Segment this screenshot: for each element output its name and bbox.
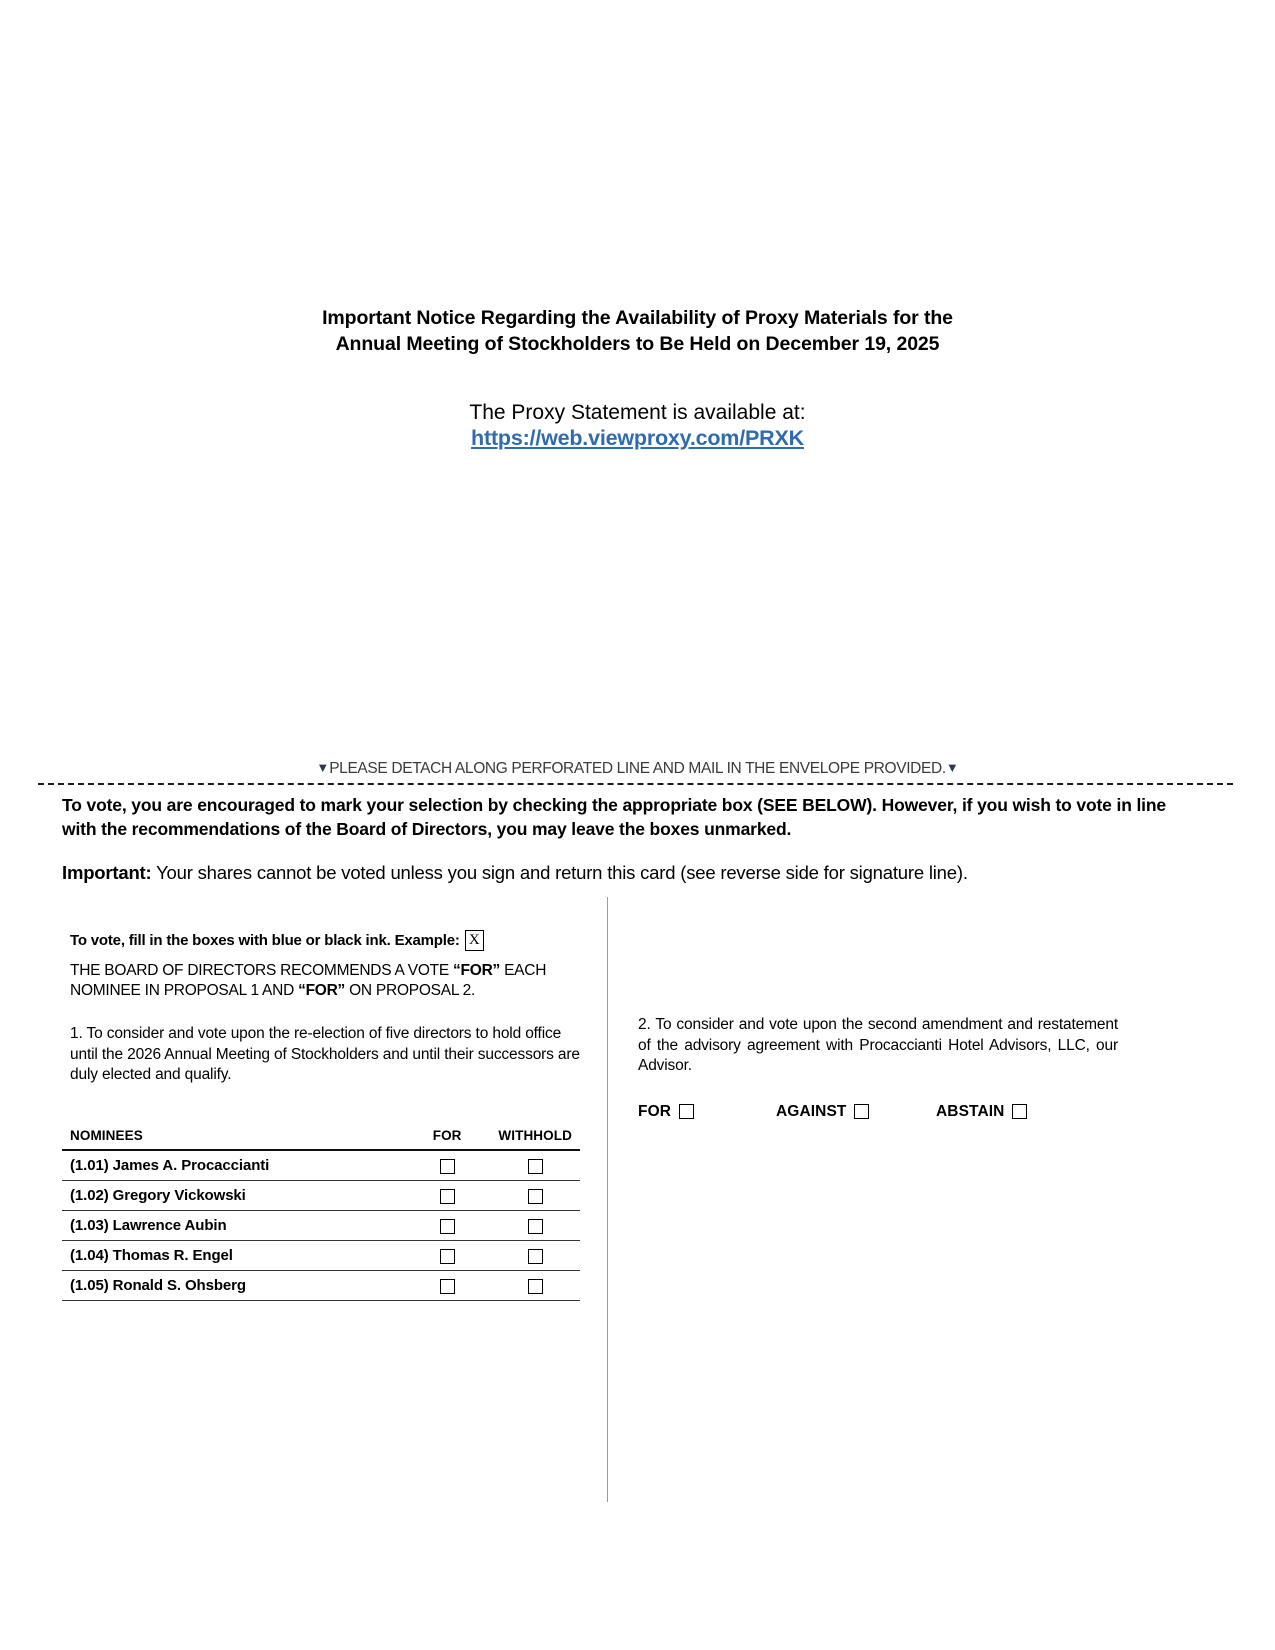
checkbox-for[interactable] <box>440 1279 455 1294</box>
proposal-2-for-option[interactable] <box>638 1103 776 1121</box>
detach-notice <box>0 760 1275 790</box>
checkbox-for[interactable] <box>440 1189 455 1204</box>
checkbox-for[interactable] <box>440 1159 455 1174</box>
checkbox-for[interactable] <box>679 1104 694 1119</box>
column-header-withhold: WITHHOLD <box>498 1128 572 1143</box>
perforated-dashed-line <box>38 783 1233 785</box>
nominee-for-cell[interactable] <box>404 1150 491 1181</box>
checkbox-abstain[interactable] <box>1012 1104 1027 1119</box>
table-row <box>62 1271 580 1301</box>
proposal-2-against-option[interactable] <box>776 1103 936 1121</box>
nominees-table <box>62 1128 580 1301</box>
checkbox-withhold[interactable] <box>528 1279 543 1294</box>
right-column <box>638 1015 1118 1121</box>
nominee-withhold-cell[interactable] <box>490 1211 580 1241</box>
nominee-withhold-cell[interactable] <box>490 1241 580 1271</box>
proposal-2-for-label: FOR <box>638 1102 672 1120</box>
important-notice-line <box>62 860 1202 885</box>
checkbox-withhold[interactable] <box>528 1189 543 1204</box>
important-label: Important: <box>62 862 152 883</box>
proposal-2-vote-options <box>638 1103 1118 1121</box>
triangle-right-icon: ▼ <box>945 760 959 775</box>
nominee-for-cell[interactable] <box>404 1211 491 1241</box>
proxy-notice-header <box>0 305 1275 357</box>
proposal-2-against-label: AGAINST <box>776 1102 847 1120</box>
nominee-withhold-cell[interactable] <box>490 1271 580 1301</box>
voting-instruction-text: To vote, you are encouraged to mark your selection by checking the appropriate box (SEE BELOW). However, if you wish to vote in line with the recommendations of the Board of Directors, you may leave the boxes unmarked. <box>62 795 1166 839</box>
checkbox-withhold[interactable] <box>528 1219 543 1234</box>
proxy-statement-url-wrap <box>0 426 1275 451</box>
left-column <box>70 930 582 1086</box>
nominees-table-body <box>62 1150 580 1301</box>
nominees-table-head <box>62 1128 580 1150</box>
table-row <box>62 1150 580 1181</box>
board-rec-part3: ON PROPOSAL 2. <box>345 982 476 999</box>
board-rec-part2: EACH NOMINEE IN PROPOSAL 1 AND <box>70 962 547 999</box>
nominee-for-cell[interactable] <box>404 1181 491 1211</box>
detach-label: PLEASE DETACH ALONG PERFORATED LINE AND MAIL IN THE ENVELOPE PROVIDED. <box>329 760 946 777</box>
nominee-name: (1.01) James A. Procaccianti <box>62 1150 404 1181</box>
checkbox-for[interactable] <box>440 1249 455 1264</box>
proposal-2-abstain-option[interactable] <box>936 1103 1027 1121</box>
important-text: Your shares cannot be voted unless you sign and return this card (see reverse side for signature line). <box>151 862 968 883</box>
example-checkbox: X <box>465 930 484 951</box>
board-rec-part1: THE BOARD OF DIRECTORS RECOMMENDS A VOTE <box>70 962 454 979</box>
checkbox-withhold[interactable] <box>528 1249 543 1264</box>
nominee-for-cell[interactable] <box>404 1271 491 1301</box>
nominee-withhold-cell[interactable] <box>490 1150 580 1181</box>
board-rec-for-1: “FOR” <box>453 962 501 979</box>
triangle-left-icon: ▼ <box>316 760 330 775</box>
proposal-1-text: 1. To consider and vote upon the re-election of five directors to hold office until the 2026 Annual Meeting of Stockholders and until their successors are duly elected and qualify. <box>70 1025 580 1083</box>
column-header-nominees: NOMINEES <box>70 1128 143 1143</box>
nominee-name: (1.03) Lawrence Aubin <box>62 1211 404 1241</box>
nominee-withhold-cell[interactable] <box>490 1181 580 1211</box>
detach-notice-text <box>0 760 1275 778</box>
proxy-statement-url-link[interactable]: https://web.viewproxy.com/PRXK <box>471 426 804 450</box>
ink-instruction-label: To vote, fill in the boxes with blue or black ink. Example: <box>70 932 460 949</box>
nominee-name: (1.04) Thomas R. Engel <box>62 1241 404 1271</box>
column-divider <box>607 897 608 1502</box>
proxy-availability-label: The Proxy Statement is available at: <box>469 401 806 424</box>
nominee-name: (1.02) Gregory Vickowski <box>62 1181 404 1211</box>
notice-title-line1: Important Notice Regarding the Availability of Proxy Materials for the <box>322 307 953 329</box>
nominee-for-cell[interactable] <box>404 1241 491 1271</box>
notice-title-line2: Annual Meeting of Stockholders to Be Held on December 19, 2025 <box>335 333 940 355</box>
column-header-for: FOR <box>432 1128 462 1143</box>
checkbox-for[interactable] <box>440 1219 455 1234</box>
nominee-name: (1.05) Ronald S. Ohsberg <box>62 1271 404 1301</box>
checkbox-against[interactable] <box>854 1104 869 1119</box>
proposal-2-abstain-label: ABSTAIN <box>936 1102 1005 1120</box>
ink-instruction <box>70 930 582 951</box>
table-row <box>62 1211 580 1241</box>
nominees-header-row <box>62 1128 580 1150</box>
table-row <box>62 1181 580 1211</box>
board-recommendation-text <box>70 961 582 1001</box>
proposal-2-text: 2. To consider and vote upon the second amendment and restatement of the advisory agreement with Procaccianti Hotel Advisors, LLC, our Advisor. <box>638 1016 1118 1074</box>
checkbox-withhold[interactable] <box>528 1159 543 1174</box>
board-rec-for-2: “FOR” <box>298 982 346 999</box>
table-row <box>62 1241 580 1271</box>
